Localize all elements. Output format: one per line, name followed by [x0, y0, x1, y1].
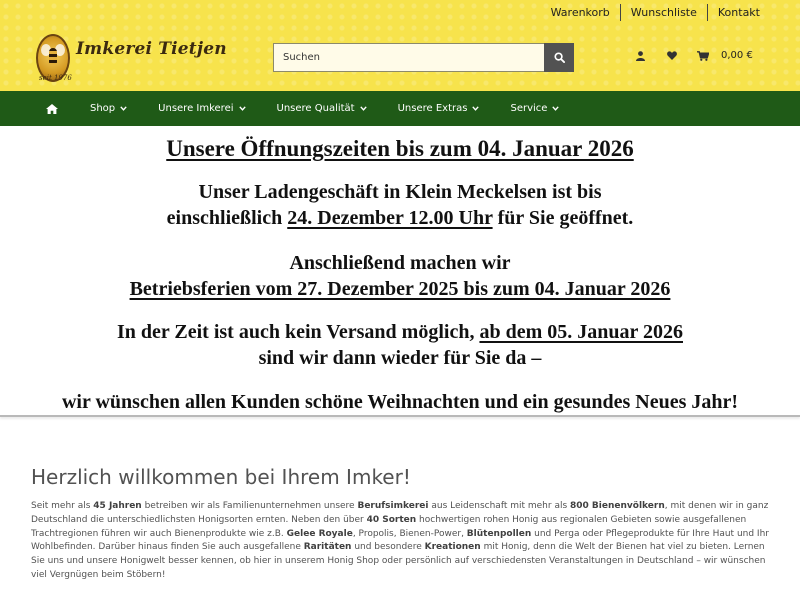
nav-service-label: Service [510, 103, 548, 114]
search-icon [554, 52, 565, 63]
logo-text: Imkerei Tietjen [76, 39, 227, 59]
nav-unsere-extras-label: Unsere Extras [397, 103, 468, 114]
home-button[interactable] [46, 104, 58, 114]
chevron-down-icon [472, 106, 479, 111]
banner-title: Unsere Öffnungszeiten bis zum 04. Januar 2026 [166, 136, 634, 161]
welcome-heading: Herzlich willkommen bei Ihrem Imker! [31, 465, 411, 489]
nav-service[interactable] [510, 103, 559, 114]
banner-line: wir wünschen allen Kunden schöne Weihnachten und ein gesundes Neues Jahr! [61, 391, 739, 413]
site-logo[interactable] [36, 34, 227, 82]
nav-shop[interactable] [90, 103, 127, 114]
nav-shop-label: Shop [90, 103, 116, 114]
banner-line: In der Zeit ist auch kein Versand möglich, ab dem 05. Januar 2026 [116, 321, 683, 343]
nav-unsere-extras[interactable] [398, 103, 480, 114]
wishlist-button[interactable] [667, 51, 677, 60]
nav-unsere-imkerei-label: Unsere Imkerei [158, 103, 234, 114]
user-icon [636, 51, 645, 61]
search-input[interactable] [273, 43, 544, 72]
nav-unsere-qualitaet-label: Unsere Qualität [276, 103, 355, 114]
search-button[interactable] [544, 43, 574, 72]
welcome-text: Seit mehr als 45 Jahren betreiben wir als Familienunternehmen unsere Berufsimkerei aus Leidenschaft mit mehr als 800 Bienenvölkern, mit denen wir in ganz Deutschland die unterschiedlichsten Honigsorten ernten. Neben den über 40 Sorten hochwertigen rohen Honig aus regionalen Gebieten sowie ausgefallenen Trachtregionen führen wir auch Bienenprodukte wie z.B. Gelee Royale, Propolis, Bienen-Power, Blütenpollen und Perga oder Pflegeprodukte für Ihre Haut und Ihr Wohlbefinden. Darüber hinaus finden Sie auch ausgefallene Raritäten und besondere Kreationen mit Honig, denn die Welt der Bienen hat viel zu bieten. Lernen Sie uns und unsere Honigwelt besser kennen, ob hier in unserem Honig Shop oder persönlich auf verschiedensten Veranstaltungen in Deutschland – wir wünschen viel Vergnügen beim Stöbern! [31, 501, 769, 580]
cart-button[interactable] [697, 50, 753, 61]
banner-line: Anschließend machen wir [289, 252, 511, 274]
wishlist-link[interactable]: Wunschliste [620, 4, 707, 21]
search-bar [273, 43, 574, 72]
cart-link[interactable]: Warenkorb [550, 6, 610, 19]
main-navigation [0, 91, 800, 126]
chevron-down-icon [552, 106, 559, 111]
heart-icon [667, 51, 677, 60]
chevron-down-icon [120, 106, 127, 111]
header-actions [636, 50, 753, 61]
nav-unsere-qualitaet[interactable] [277, 103, 367, 114]
banner-line: einschließlich 24. Dezember 12.00 Uhr für Sie geöffnet. [166, 207, 634, 229]
logo-subtitle: seit 1976 [39, 74, 72, 82]
site-header [0, 0, 800, 91]
chevron-down-icon [239, 106, 246, 111]
cart-total: 0,00 € [721, 50, 753, 61]
banner-line: Unser Ladengeschäft in Klein Meckelsen ist bis [198, 181, 602, 203]
banner-line: Betriebsferien vom 27. Dezember 2025 bis zum 04. Januar 2026 [129, 278, 671, 300]
home-icon [46, 104, 58, 114]
welcome-section [31, 464, 771, 583]
account-button[interactable] [636, 51, 645, 61]
banner-line: sind wir dann wieder für Sie da – [258, 347, 542, 369]
opening-hours-banner[interactable] [0, 126, 800, 417]
contact-link[interactable]: Kontakt [707, 4, 770, 21]
shopping-cart-icon [697, 51, 709, 61]
nav-unsere-imkerei[interactable] [158, 103, 245, 114]
chevron-down-icon [360, 106, 367, 111]
top-navigation [541, 4, 770, 21]
